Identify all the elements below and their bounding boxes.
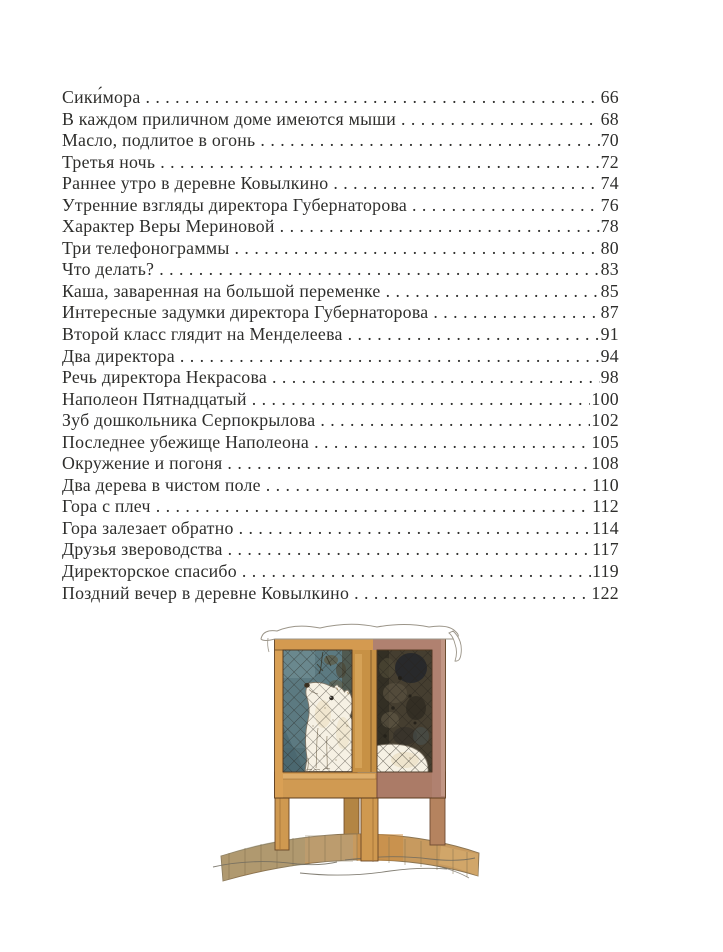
toc-entry (62, 583, 619, 605)
toc-entry (62, 518, 619, 540)
toc-entry (62, 324, 619, 346)
chapter-title: Сики́мора (62, 87, 141, 107)
chapter-page-number: 70 (600, 130, 619, 151)
leader-dots (354, 583, 590, 605)
toc-entry (62, 302, 619, 324)
toc-entry (62, 216, 619, 238)
leader-dots (156, 496, 591, 518)
chapter-page-number: 117 (592, 539, 619, 560)
chapter-page-number: 119 (592, 561, 619, 582)
chapter-title: Окружение и погоня (62, 453, 223, 474)
leader-dots (412, 195, 600, 217)
chapter-title: Два дерева в чистом поле (62, 474, 261, 495)
toc-entry (62, 346, 619, 368)
leader-dots (159, 259, 599, 281)
toc-entry (62, 238, 619, 260)
leader-dots (386, 281, 600, 303)
chapter-title: Характер Веры Мериновой (62, 216, 275, 237)
toc-entry (62, 389, 619, 411)
leader-dots (320, 410, 590, 432)
chapter-page-number: 110 (592, 474, 619, 495)
chapter-title: Гора с плеч (62, 496, 151, 517)
toc-entry (62, 87, 619, 109)
chapter-title: Утренние взгляды директора Губернаторова (62, 194, 408, 215)
leader-dots (433, 302, 599, 324)
leader-dots (260, 130, 599, 152)
toc-entry (62, 195, 619, 217)
chapter-title: Последнее убежище Наполеона (62, 431, 310, 452)
chapter-title: Три телефонограммы (62, 237, 230, 258)
chapter-title: Два директора (62, 345, 175, 366)
chapter-title: Третья ночь (62, 151, 156, 172)
leader-dots (401, 109, 600, 131)
chapter-title: Директорское спасибо (62, 561, 237, 582)
toc-entry (62, 281, 619, 303)
chapter-page-number: 108 (591, 453, 619, 474)
chapter-page-number: 80 (600, 237, 619, 258)
chapter-page-number: 78 (600, 216, 619, 237)
chapter-title: Интересные задумки директора Губернаторова (62, 302, 429, 323)
leader-dots (228, 539, 591, 561)
toc-entry (62, 539, 619, 561)
chapter-title: Масло, подлитое в огонь (62, 130, 256, 151)
toc-entry (62, 453, 619, 475)
chapter-title: Каша, заваренная на большой переменке (62, 280, 381, 301)
chapter-title: Второй класс глядит на Менделеева (62, 324, 343, 345)
chapter-page-number: 76 (600, 194, 619, 215)
chapter-page-number: 94 (600, 345, 619, 366)
chapter-page-number: 122 (591, 582, 619, 603)
chapter-title: Зуб дошкольника Серпокрылова (62, 410, 316, 431)
leader-dots (252, 389, 591, 411)
chapter-page-number: 114 (592, 517, 619, 538)
chapter-title: Речь директора Некрасова (62, 367, 267, 388)
chapter-title: Поздний вечер в деревне Ковылкино (62, 582, 350, 603)
chapter-page-number: 100 (591, 388, 619, 409)
leader-dots (145, 87, 599, 109)
toc-entry (62, 561, 619, 583)
leader-dots (280, 216, 600, 238)
table-of-contents (62, 87, 619, 604)
chapter-page-number: 74 (600, 173, 619, 194)
leader-dots (266, 475, 591, 497)
leader-dots (272, 367, 600, 389)
leader-dots (227, 453, 590, 475)
toc-entry (62, 152, 619, 174)
toc-entry (62, 410, 619, 432)
caged-fox-illustration (205, 608, 505, 908)
chapter-page-number: 98 (600, 367, 619, 388)
toc-entry (62, 496, 619, 518)
toc-entry (62, 432, 619, 454)
leader-dots (314, 432, 590, 454)
leader-dots (239, 518, 591, 540)
chapter-page-number: 68 (600, 108, 619, 129)
toc-entry (62, 259, 619, 281)
chapter-title: Что делать? (62, 259, 155, 280)
chapter-page-number: 87 (600, 302, 619, 323)
chapter-title: В каждом приличном доме имеются мыши (62, 108, 396, 129)
chapter-page-number: 112 (592, 496, 619, 517)
leader-dots (235, 238, 600, 260)
toc-entry (62, 475, 619, 497)
leader-dots (180, 346, 600, 368)
toc-entry (62, 130, 619, 152)
chapter-page-number: 83 (600, 259, 619, 280)
chapter-page-number: 66 (600, 87, 619, 107)
leader-dots (242, 561, 591, 583)
chapter-page-number: 102 (591, 410, 619, 431)
chapter-page-number: 91 (600, 324, 619, 345)
chapter-page-number: 85 (600, 280, 619, 301)
toc-entry (62, 109, 619, 131)
leader-dots (160, 152, 599, 174)
leader-dots (348, 324, 600, 346)
chapter-title: Раннее утро в деревне Ковылкино (62, 173, 329, 194)
chapter-page-number: 72 (600, 151, 619, 172)
chapter-title: Наполеон Пятнадцатый (62, 388, 247, 409)
chapter-title: Гора залезает обратно (62, 517, 234, 538)
toc-entry (62, 173, 619, 195)
chapter-page-number: 105 (591, 431, 619, 452)
toc-entry (62, 367, 619, 389)
chapter-title: Друзья звероводства (62, 539, 223, 560)
leader-dots (333, 173, 599, 195)
